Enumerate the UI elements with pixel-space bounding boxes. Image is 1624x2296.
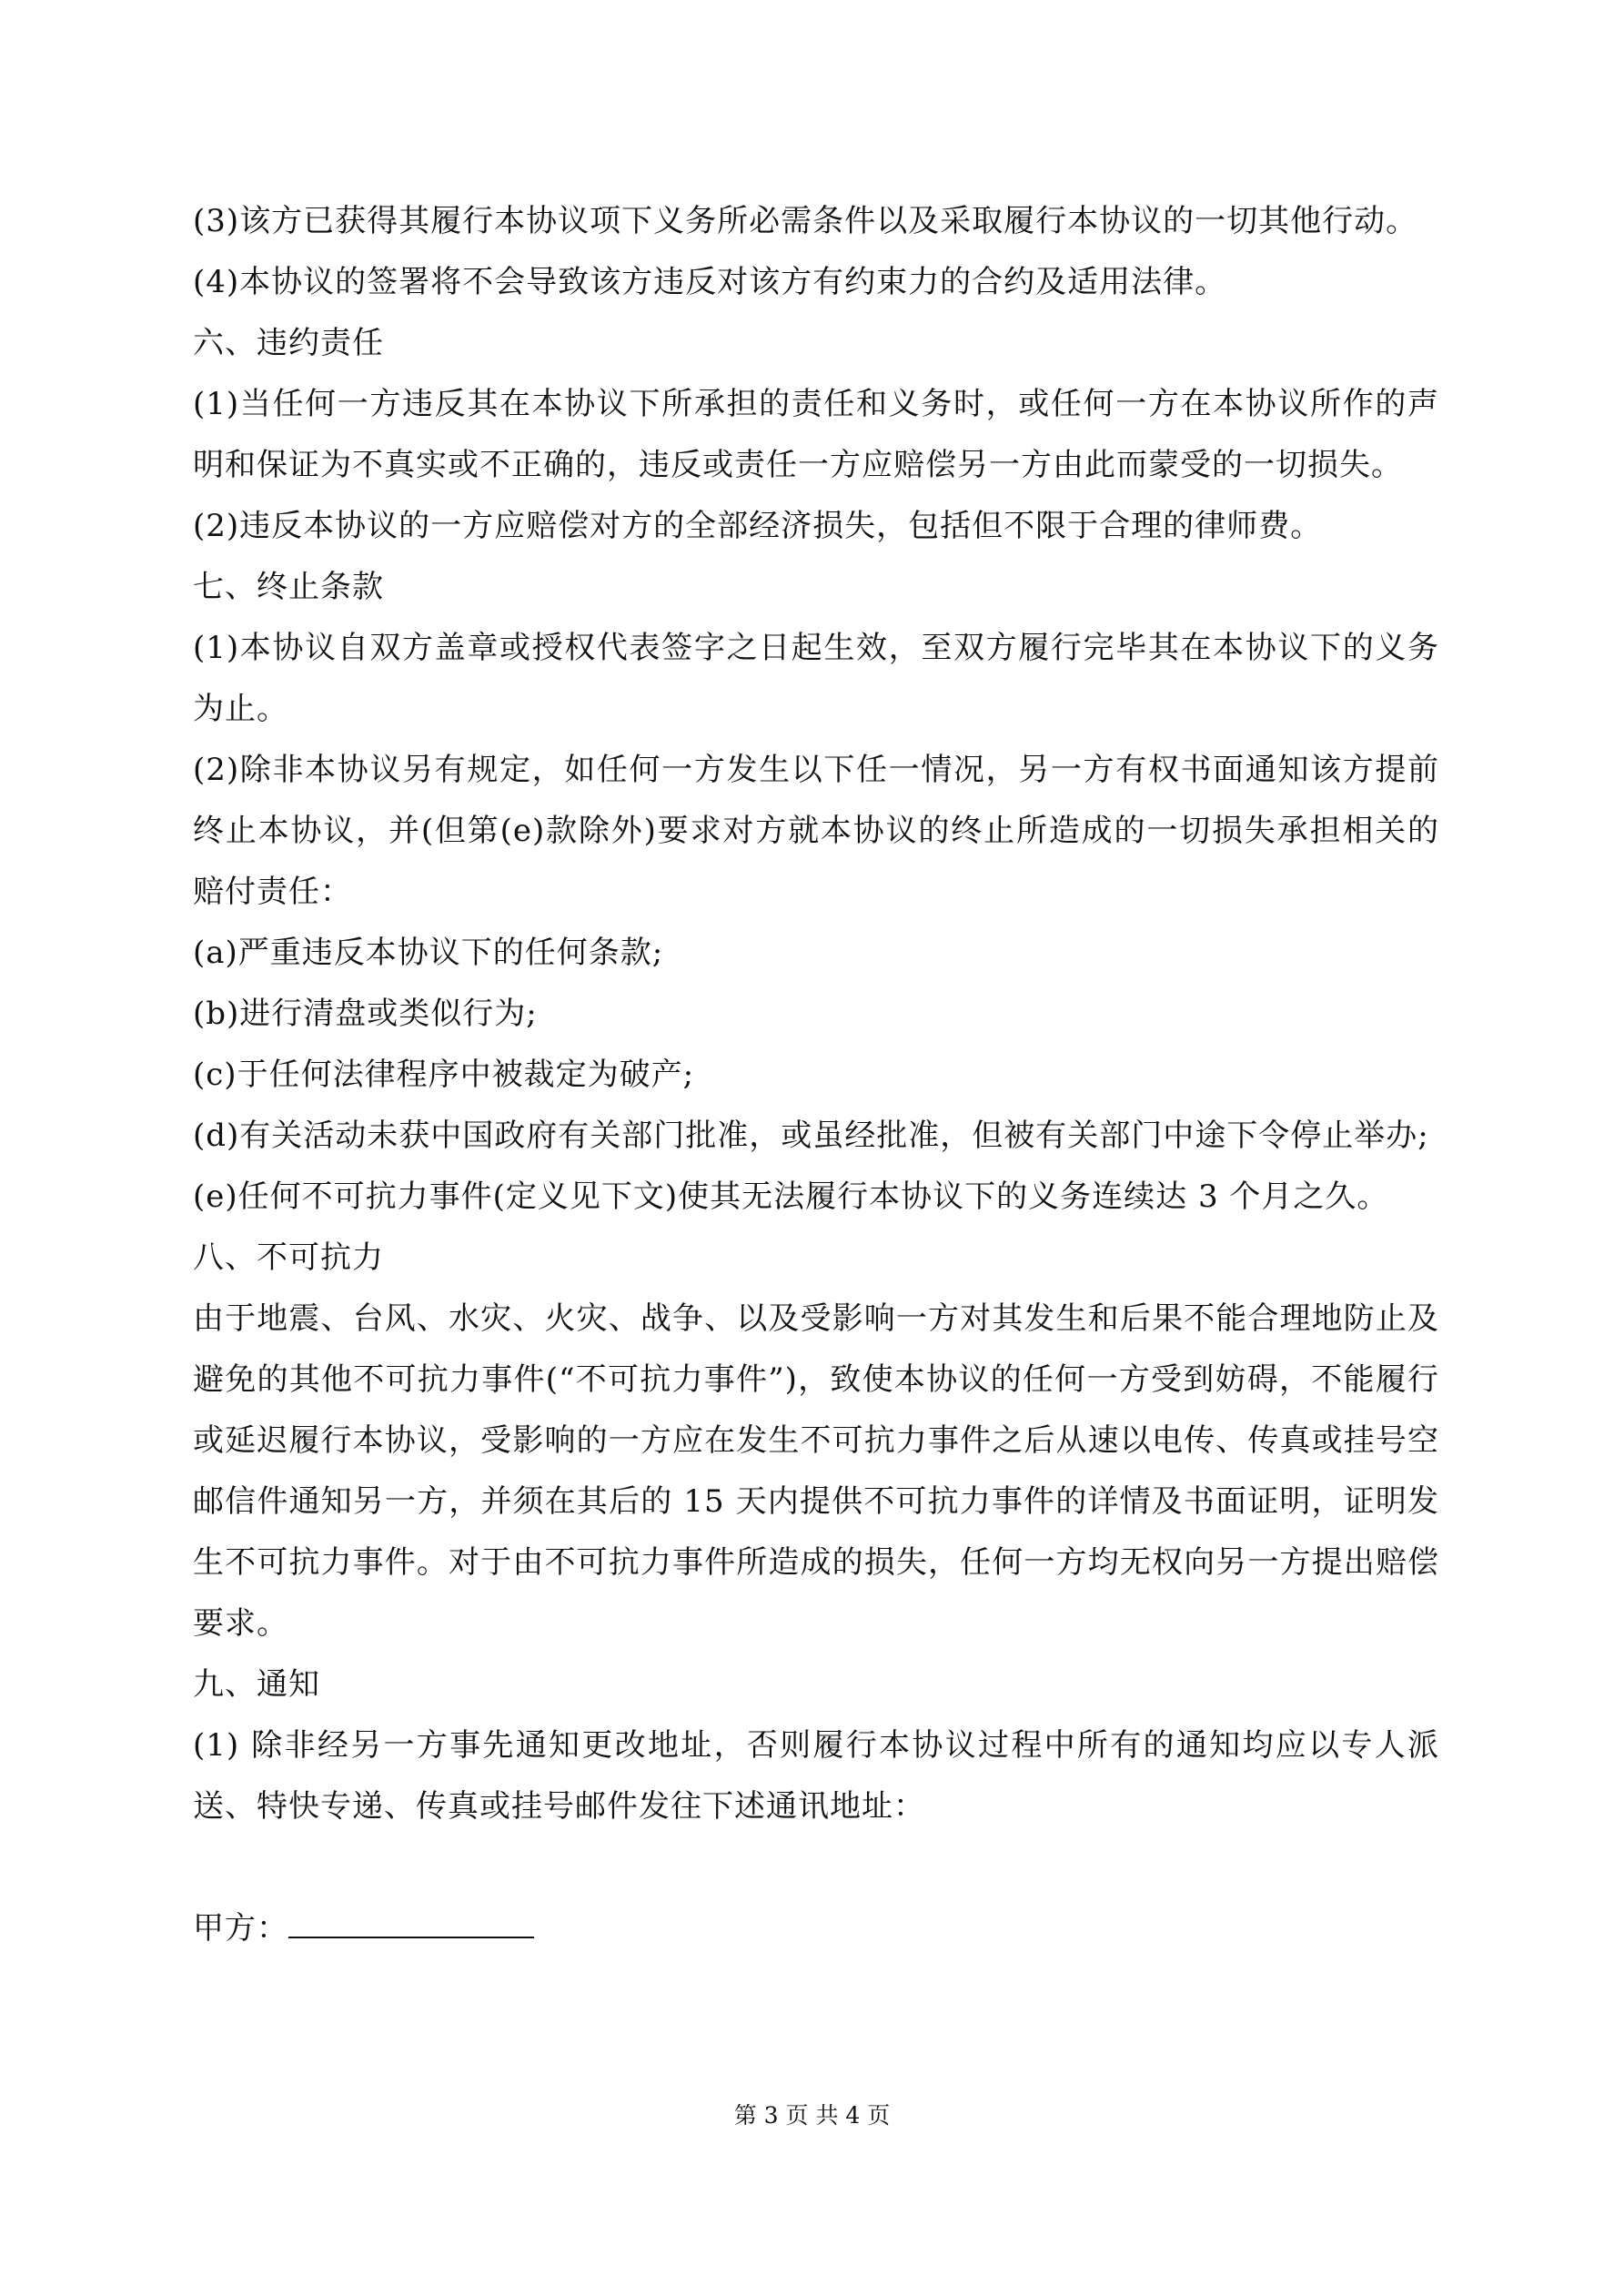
document-body [193, 191, 1439, 1959]
clause-7-2-b: (b)进行清盘或类似行为; [193, 996, 538, 1032]
signature-blank [288, 1904, 534, 1938]
section-heading-notice: 九、通知 [193, 1666, 320, 1703]
clause-7-2-c: (c)于任何法律程序中被裁定为破产; [193, 1057, 695, 1093]
signature-label: 甲方： [193, 1910, 288, 1947]
clause-6-1: (1)当任何一方违反其在本协议下所承担的责任和义务时，或任何一方在本协议所作的声明和保证为不真实或不正确的，违反或责任一方应赔偿另一方由此而蒙受的一切损失。 [193, 386, 1439, 483]
clause-6-2: (2)违反本协议的一方应赔偿对方的全部经济损失，包括但不限于合理的律师费。 [193, 508, 1323, 544]
clause-7-1: (1)本协议自双方盖章或授权代表签字之日起生效，至双方履行完毕其在本协议下的义务为止。 [193, 630, 1439, 727]
section-heading-termination: 七、终止条款 [193, 569, 384, 605]
clause-9-1: (1) 除非经另一方事先通知更改地址，否则履行本协议过程中所有的通知均应以专人派送、特快专递、传真或挂号邮件发往下述通讯地址： [193, 1727, 1439, 1825]
page-footer: 第 3 页 共 4 页 [733, 2102, 891, 2129]
clause-5-3: (3)该方已获得其履行本协议项下义务所必需条件以及采取履行本协议的一切其他行动。 [193, 203, 1418, 239]
clause-7-2: (2)除非本协议另有规定，如任何一方发生以下任一情况，另一方有权书面通知该方提前终止本协议，并(但第(e)款除外)要求对方就本协议的终止所造成的一切损失承担相关的赔付责任： [193, 752, 1439, 910]
section-heading-force-majeure: 八、不可抗力 [193, 1239, 384, 1276]
blank-spacer [193, 1837, 1439, 1898]
signature-line-party-a [193, 1898, 1439, 1959]
clause-7-2-a: (a)严重违反本协议下的任何条款; [193, 935, 664, 971]
clause-8-body: 由于地震、台风、水灾、火灾、战争、以及受影响一方对其发生和后果不能合理地防止及避免的其他不可抗力事件(“不可抗力事件”)，致使本协议的任何一方受到妨碍，不能履行或延迟履行本协议，受影响的一方应在发生不可抗力事件之后从速以电传、传真或挂号空邮信件通知另一方，并须在其后的 15 天内提供不可抗力事件的详情及书面证明，证明发生不可抗力事件。对于由不可抗力事件所造成的损失，任何一方均无权向另一方提出赔偿要求。 [193, 1300, 1439, 1642]
clause-5-4: (4)本协议的签署将不会导致该方违反对该方有约束力的合约及适用法律。 [193, 264, 1227, 300]
clause-7-2-d: (d)有关活动未获中国政府有关部门批准，或虽经批准，但被有关部门中途下令停止举办; [193, 1118, 1429, 1154]
section-heading-breach: 六、违约责任 [193, 325, 384, 361]
clause-7-2-e: (e)任何不可抗力事件(定义见下文)使其无法履行本协议下的义务连续达 3 个月之久。 [193, 1178, 1389, 1215]
